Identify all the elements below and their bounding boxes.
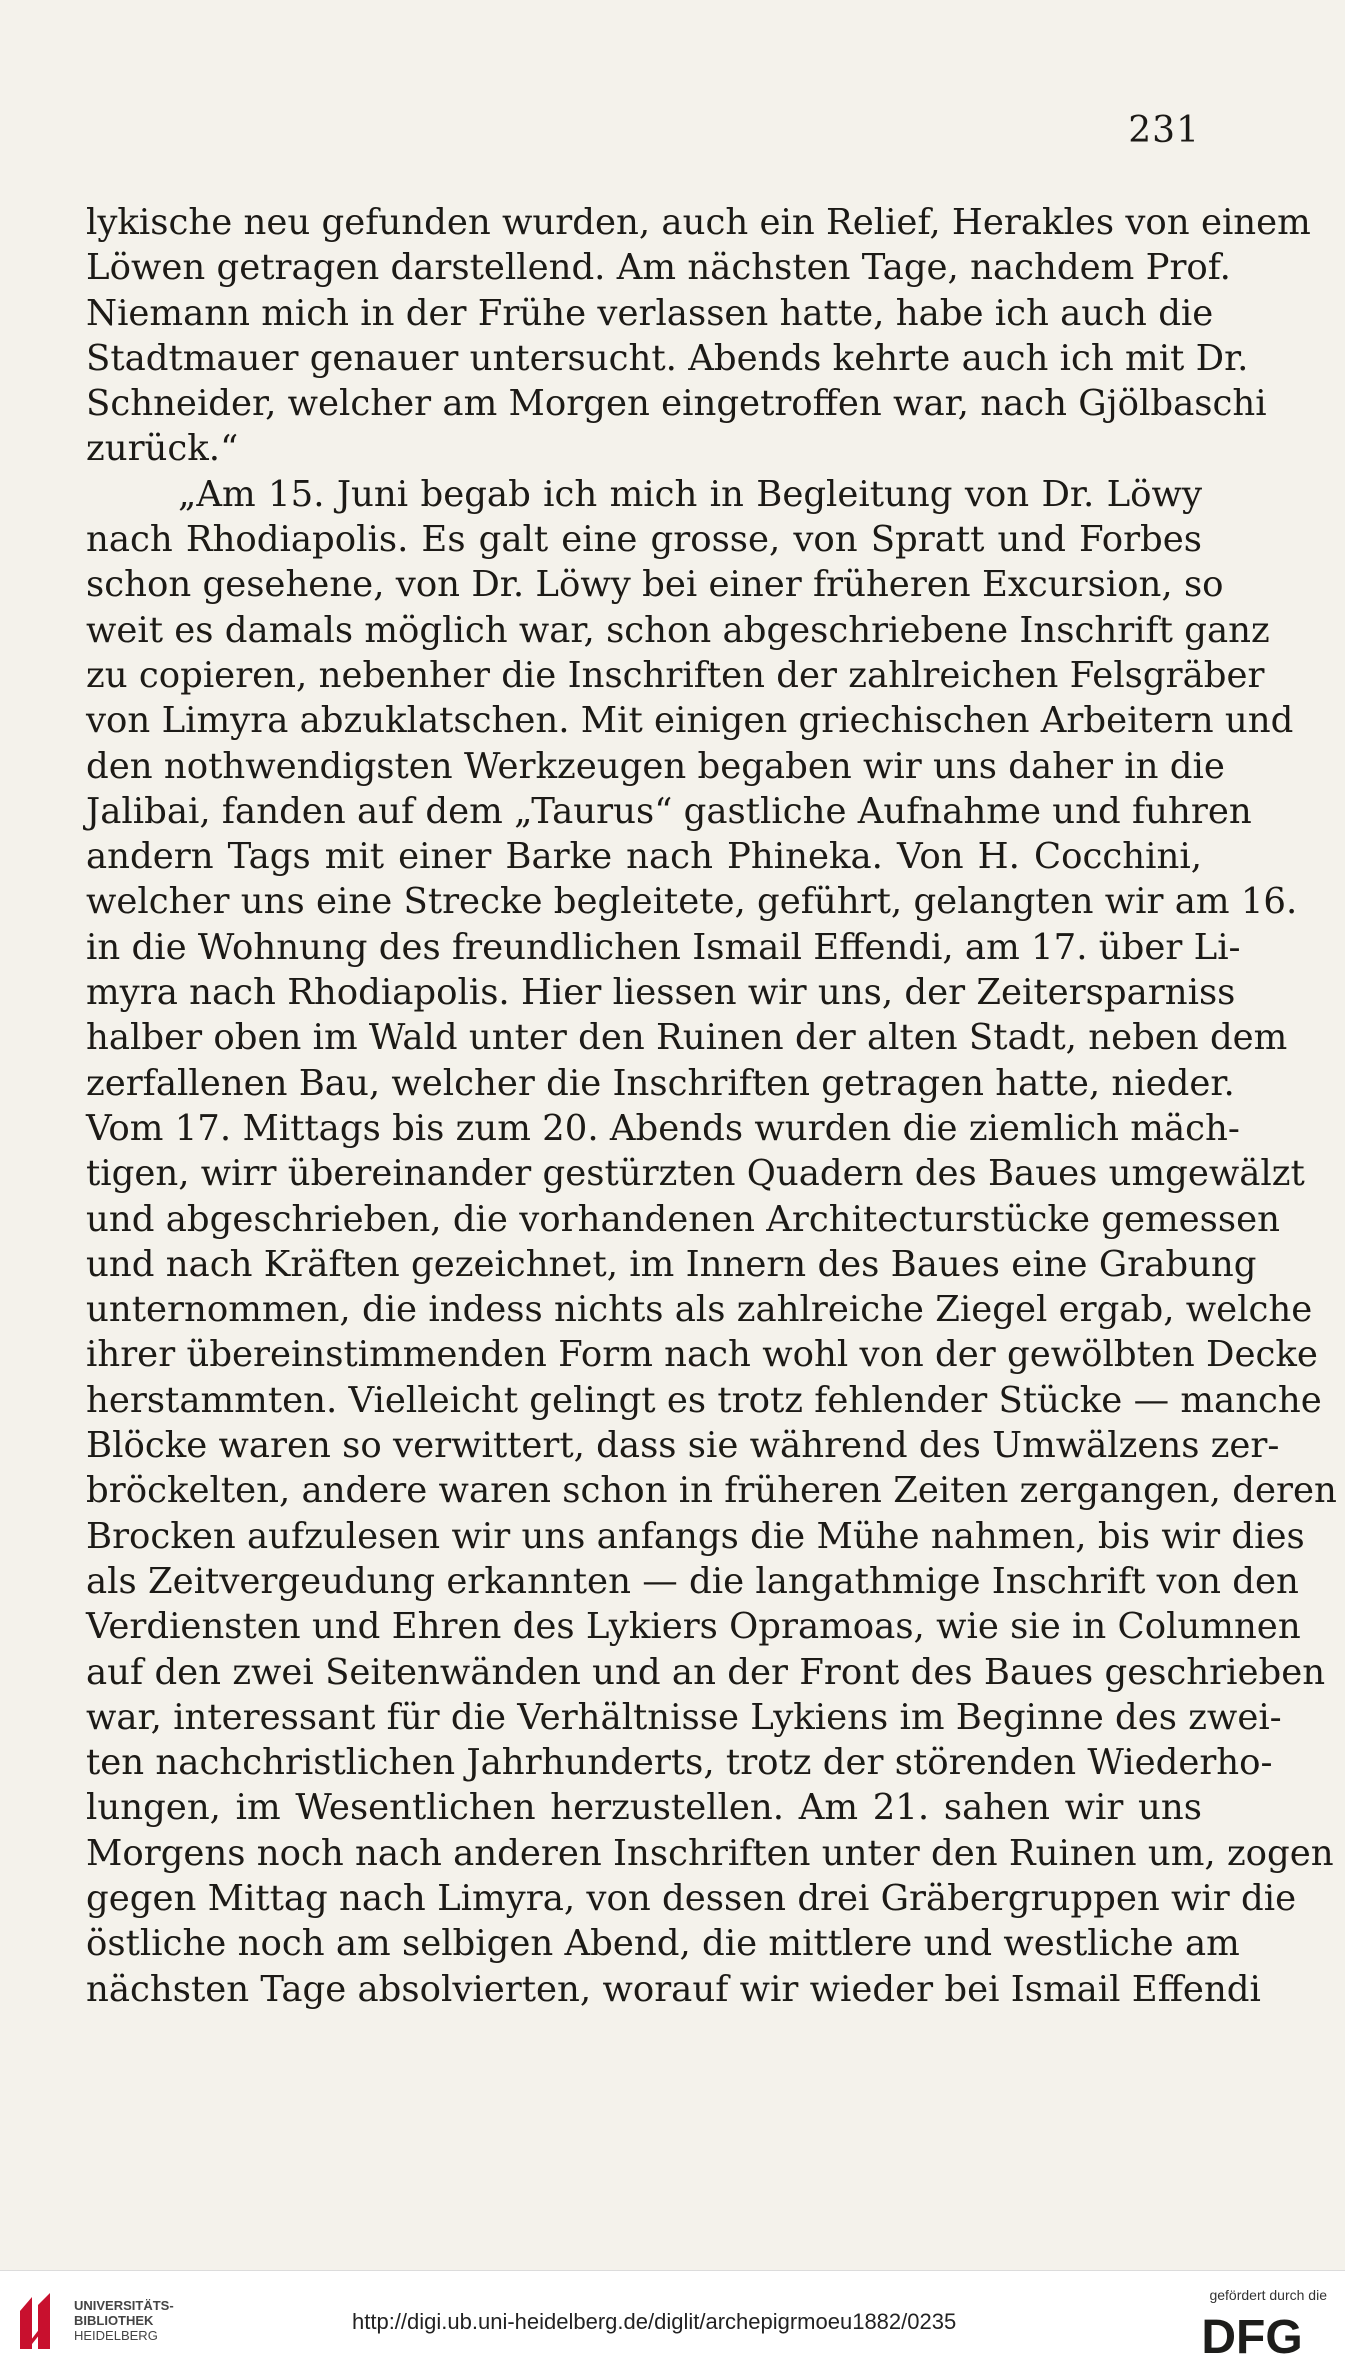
library-name-line: HEIDELBERG bbox=[74, 2328, 158, 2343]
text-line: Niemann mich in der Frühe verlassen hatte, habe ich auch die bbox=[86, 292, 1214, 334]
text-line: schon gesehene, von Dr. Löwy bei einer früheren Excursion, so bbox=[86, 564, 1224, 606]
text-line: myra nach Rhodiapolis. Hier liessen wir uns, der Zeitersparniss bbox=[86, 972, 1236, 1014]
text-line: nächsten Tage absolvierten, worauf wir wieder bei Ismail Effendi bbox=[86, 1968, 1261, 2010]
library-name-line: BIBLIOTHEK bbox=[74, 2313, 154, 2328]
text-line: Verdiensten und Ehren des Lykiers Opramoas, wie sie in Columnen bbox=[86, 1606, 1301, 1648]
digitization-footer bbox=[0, 2270, 1345, 2372]
text-line: nach Rhodiapolis. Es galt eine grosse, von Spratt und Forbes bbox=[86, 519, 1202, 561]
source-url-link[interactable]: http://digi.ub.uni-heidelberg.de/diglit/archepigrmoeu1882/0235 bbox=[352, 2309, 957, 2334]
text-line: ihrer übereinstimmenden Form nach wohl von der gewölbten Decke bbox=[86, 1334, 1318, 1376]
text-line: gegen Mittag nach Limyra, von dessen drei Gräbergruppen wir die bbox=[86, 1877, 1297, 1919]
text-line: und nach Kräften gezeichnet, im Innern des Baues eine Grabung bbox=[86, 1243, 1257, 1285]
body-text bbox=[86, 200, 1337, 2012]
text-line: tigen, wirr übereinander gestürzten Quadern des Baues umgewälzt bbox=[86, 1153, 1305, 1195]
text-line: unternommen, die indess nichts als zahlreiche Ziegel ergab, welche bbox=[86, 1289, 1313, 1331]
text-line: Morgens noch nach anderen Inschriften unter den Ruinen um, zogen bbox=[86, 1832, 1334, 1874]
dfg-logo-icon bbox=[1177, 2307, 1327, 2363]
text-line: Schneider, welcher am Morgen eingetroffen war, nach Gjölbaschi bbox=[86, 383, 1267, 425]
dfg-logo-text: DFG bbox=[1201, 2311, 1303, 2364]
text-line: Vom 17. Mittags bis zum 20. Abends wurden die ziemlich mäch- bbox=[86, 1107, 1240, 1149]
page-number: 231 bbox=[1128, 110, 1200, 151]
text-line: zu copieren, nebenher die Inschriften der zahlreichen Felsgräber bbox=[86, 654, 1265, 696]
text-line: Stadtmauer genauer untersucht. Abends kehrte auch ich mit Dr. bbox=[86, 337, 1249, 379]
text-line: von Limyra abzuklatschen. Mit einigen griechischen Arbeitern und bbox=[86, 700, 1294, 742]
text-line: lungen, im Wesentlichen herzustellen. Am 21. sahen wir uns bbox=[86, 1787, 1202, 1829]
text-line: in die Wohnung des freundlichen Ismail Effendi, am 17. über Li- bbox=[86, 926, 1241, 968]
text-line: auf den zwei Seitenwänden und an der Front des Baues geschrieben bbox=[86, 1651, 1326, 1693]
text-line: Löwen getragen darstellend. Am nächsten Tage, nachdem Prof. bbox=[86, 247, 1231, 289]
text-line: welcher uns eine Strecke begleitete, geführt, gelangten wir am 16. bbox=[86, 881, 1298, 923]
text-line: östliche noch am selbigen Abend, die mittlere und westliche am bbox=[86, 1923, 1240, 1965]
text-line: als Zeitvergeudung erkannten — die langathmige Inschrift von den bbox=[86, 1560, 1299, 1602]
text-line: Brocken aufzulesen wir uns anfangs die Mühe nahmen, bis wir dies bbox=[86, 1515, 1305, 1557]
text-line: den nothwendigsten Werkzeugen begaben wir uns daher in die bbox=[86, 745, 1225, 787]
text-line: zurück.“ bbox=[86, 428, 239, 470]
text-line: Jalibai, fanden auf dem „Taurus“ gastliche Aufnahme und fuhren bbox=[86, 790, 1252, 832]
funding-note: gefördert durch die bbox=[1209, 2287, 1327, 2303]
text-line: Blöcke waren so verwittert, dass sie während des Umwälzens zer- bbox=[86, 1425, 1280, 1467]
text-line: ten nachchristlichen Jahrhunderts, trotz der störenden Wiederho- bbox=[86, 1742, 1273, 1784]
paragraph-start-line: „Am 15. Juni begab ich mich in Begleitung von Dr. Löwy bbox=[178, 473, 1202, 515]
text-line: und abgeschrieben, die vorhandenen Architecturstücke gemessen bbox=[86, 1198, 1280, 1240]
text-line: weit es damals möglich war, schon abgeschriebene Inschrift ganz bbox=[86, 609, 1270, 651]
text-line: herstammten. Vielleicht gelingt es trotz fehlender Stücke — manche bbox=[86, 1379, 1322, 1421]
text-line: halber oben im Wald unter den Ruinen der alten Stadt, neben dem bbox=[86, 1017, 1288, 1059]
text-line: bröckelten, andere waren schon in früheren Zeiten zergangen, deren bbox=[86, 1470, 1337, 1512]
text-line: andern Tags mit einer Barke nach Phineka. Von H. Cocchini, bbox=[86, 836, 1202, 878]
university-library-logo-icon bbox=[14, 2289, 62, 2355]
text-line: war, interessant für die Verhältnisse Lykiens im Beginne des zwei- bbox=[86, 1696, 1282, 1738]
library-name bbox=[74, 2298, 174, 2343]
library-name-line: UNIVERSITÄTS- bbox=[74, 2298, 174, 2313]
text-line: lykische neu gefunden wurden, auch ein Relief, Herakles von einem bbox=[86, 202, 1311, 243]
text-line: zerfallenen Bau, welcher die Inschriften getragen hatte, nieder. bbox=[86, 1062, 1235, 1104]
